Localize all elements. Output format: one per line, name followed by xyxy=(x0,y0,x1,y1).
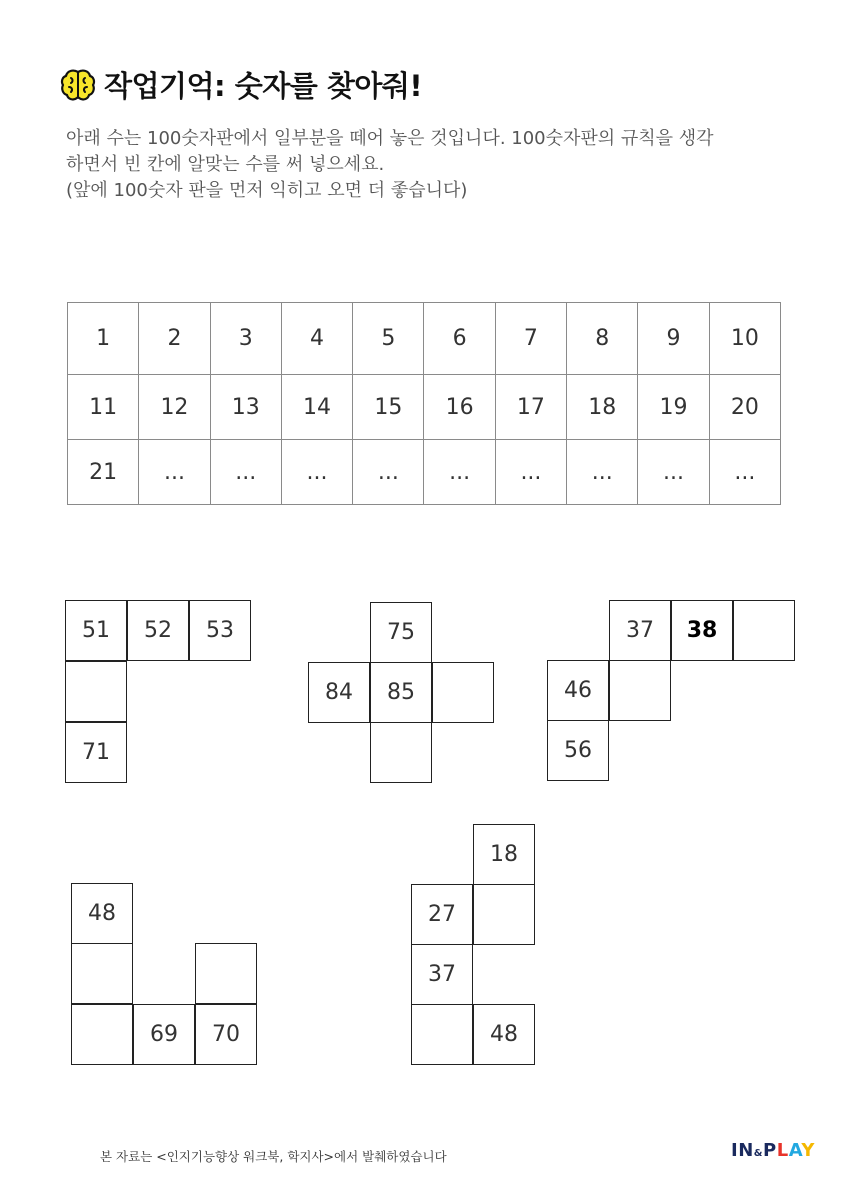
board-row xyxy=(68,440,781,505)
board-cell: 15 xyxy=(353,375,424,440)
board-cell: 17 xyxy=(495,375,566,440)
puzzle-cell: 48 xyxy=(71,883,133,944)
board-row xyxy=(68,303,781,375)
logo-part: A xyxy=(788,1140,802,1161)
source-note: 본 자료는 <인지기능향상 워크북, 학지사>에서 발췌하였습니다 xyxy=(100,1149,447,1164)
board-cell: 10 xyxy=(709,303,780,375)
puzzle-cell: 51 xyxy=(65,600,127,661)
logo-part: IN xyxy=(731,1140,754,1161)
board-row xyxy=(68,375,781,440)
puzzle-cell: 46 xyxy=(547,660,609,721)
puzzle-cell: 53 xyxy=(189,600,251,661)
puzzle-cell: 56 xyxy=(547,720,609,781)
answer-cell[interactable] xyxy=(609,660,671,721)
puzzle-cell: 48 xyxy=(473,1004,535,1065)
board-cell: 11 xyxy=(68,375,139,440)
instruction-line: 아래 수는 100숫자판에서 일부분을 떼어 놓은 것입니다. 100숫자판의 규칙을 생각 xyxy=(66,128,714,149)
board-cell: ... xyxy=(424,440,495,505)
brain-icon xyxy=(60,67,96,103)
answer-cell[interactable] xyxy=(473,884,535,945)
board-cell: 8 xyxy=(567,303,638,375)
answer-cell[interactable] xyxy=(65,661,127,722)
puzzle-cell: 71 xyxy=(65,722,127,783)
board-cell: 9 xyxy=(638,303,709,375)
board-cell: 5 xyxy=(353,303,424,375)
puzzle-cell: 75 xyxy=(370,602,432,663)
puzzle-cell: 84 xyxy=(308,662,370,723)
board-cell: ... xyxy=(709,440,780,505)
board-cell: 7 xyxy=(495,303,566,375)
board-cell: 6 xyxy=(424,303,495,375)
puzzle-cell: 85 xyxy=(370,662,432,723)
answer-cell[interactable] xyxy=(411,1004,473,1065)
instructions xyxy=(66,126,806,204)
instruction-line: 하면서 빈 칸에 알맞는 수를 써 넣으세요. xyxy=(66,154,385,175)
logo-part: P xyxy=(763,1140,777,1161)
answer-cell[interactable] xyxy=(432,662,494,723)
board-cell: ... xyxy=(638,440,709,505)
board-cell: 20 xyxy=(709,375,780,440)
puzzle-cell: 70 xyxy=(195,1004,257,1065)
board-cell: ... xyxy=(353,440,424,505)
puzzle-cell: 52 xyxy=(127,600,189,661)
board-cell: 3 xyxy=(210,303,281,375)
logo-part: L xyxy=(776,1140,789,1161)
board-cell: 19 xyxy=(638,375,709,440)
answer-cell[interactable] xyxy=(71,943,133,1004)
board-cell: ... xyxy=(567,440,638,505)
answer-cell[interactable] xyxy=(370,722,432,783)
instruction-line: (앞에 100숫자 판을 먼저 익히고 오면 더 좋습니다) xyxy=(66,180,468,201)
puzzle-cell: 38 xyxy=(671,600,733,661)
puzzle-cell: 18 xyxy=(473,824,535,885)
logo-part: & xyxy=(753,1148,763,1159)
answer-cell[interactable] xyxy=(71,1004,133,1065)
board-cell: 16 xyxy=(424,375,495,440)
puzzle-cell: 69 xyxy=(133,1004,195,1065)
board-cell: ... xyxy=(495,440,566,505)
puzzle-cell: 37 xyxy=(411,944,473,1005)
page-title: 작업기억: 숫자를 찾아줘! xyxy=(104,69,423,103)
board-cell: 4 xyxy=(281,303,352,375)
answer-cell[interactable] xyxy=(733,600,795,661)
number-board xyxy=(67,302,781,505)
puzzle-cell: 27 xyxy=(411,884,473,945)
puzzle-cell: 37 xyxy=(609,600,671,661)
board-cell: 14 xyxy=(281,375,352,440)
board-cell: ... xyxy=(139,440,210,505)
board-cell: 18 xyxy=(567,375,638,440)
board-cell: 2 xyxy=(139,303,210,375)
logo-part: Y xyxy=(801,1140,815,1161)
page-header xyxy=(60,64,422,105)
board-cell: 12 xyxy=(139,375,210,440)
board-cell: 21 xyxy=(68,440,139,505)
board-cell: 13 xyxy=(210,375,281,440)
board-cell: 1 xyxy=(68,303,139,375)
inplay-logo xyxy=(731,1140,815,1161)
board-cell: ... xyxy=(281,440,352,505)
board-cell: ... xyxy=(210,440,281,505)
answer-cell[interactable] xyxy=(195,943,257,1004)
